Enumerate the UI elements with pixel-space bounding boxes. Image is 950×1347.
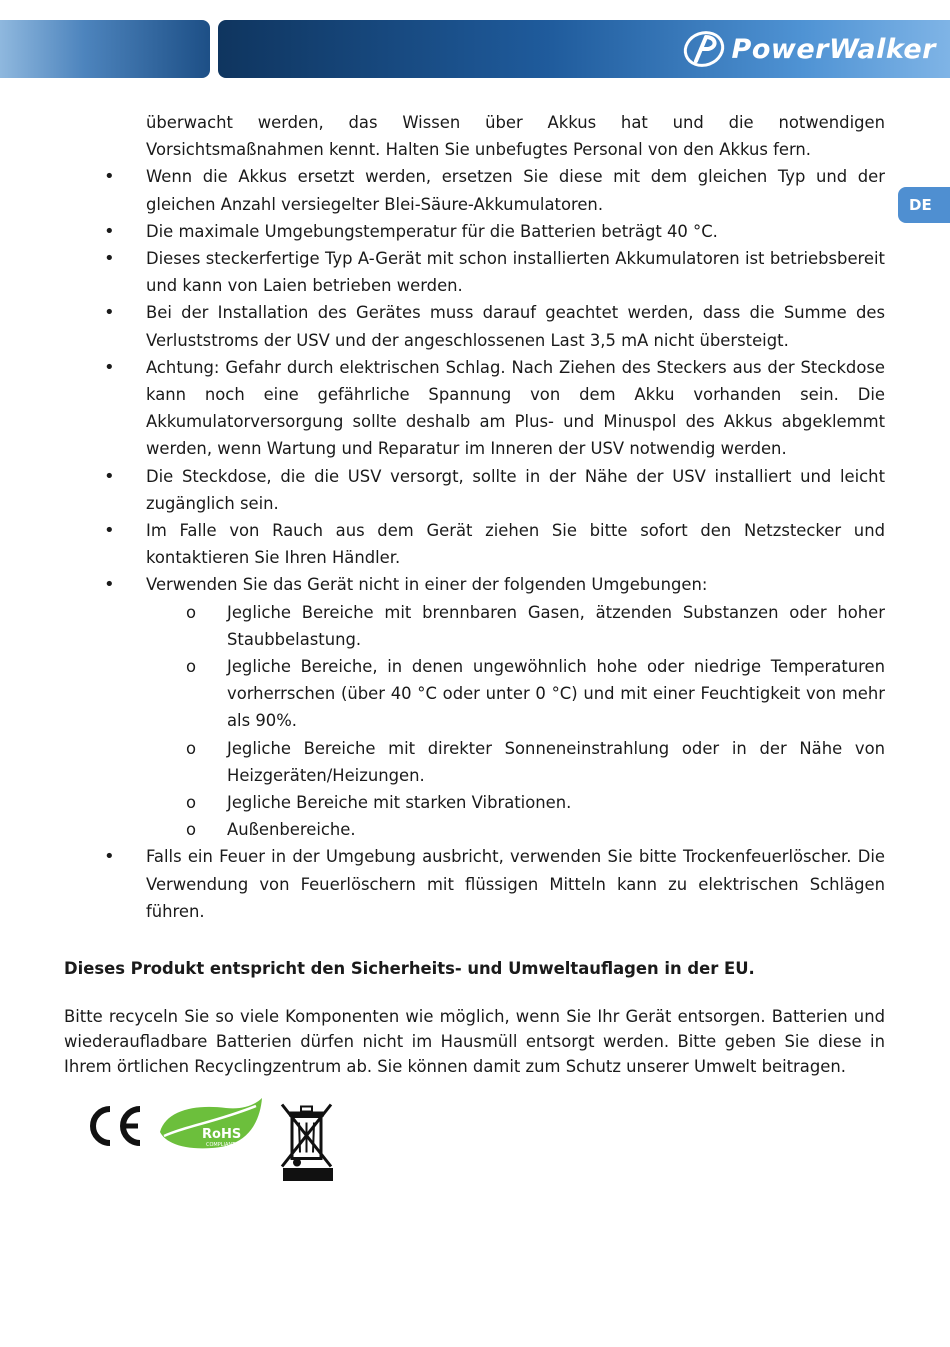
environment-sub-list — [146, 599, 885, 844]
sub-list-item: o Jegliche Bereiche mit starken Vibrationen. — [146, 789, 885, 816]
recycling-paragraph: Bitte recyceln Sie so viele Komponenten wie möglich, wenn Sie Ihr Gerät entsorgen. Batterien und wiederaufladbare Batterien dürfen nicht im Hausmüll entsorgt werden. Bitte geben Sie diese in Ihrem örtlichen Recyclingzentrum ab. Sie können damit zum Schutz unserer Umwelt beitragen. — [64, 1007, 885, 1077]
sub-list-item: o Außenbereiche. — [146, 816, 885, 843]
bullet-item: • Verwenden Sie das Gerät nicht in einer der folgenden Umgebungen: o Jegliche Bereiche mit brennbaren Gasen, ätzenden Substanzen oder hoher Staubbelastung. o Jegliche Bereiche, in denen ungewöhnlich hohe oder niedrige Temperaturen vorherrschen (über 40 °C oder unter 0 °C) und mit einer Feuchtigkeit von mehr als 90%. o Jegliche Bereiche mit direkter Sonneneinstrahlung oder in der Nähe von Heizgeräten/Heizungen. o Jegliche Bereiche mit starken Vibrationen. o Außenbereiche. — [64, 571, 885, 843]
sub-list-item: o Jegliche Bereiche, in denen ungewöhnlich hohe oder niedrige Temperaturen vorherrschen (über 40 °C oder unter 0 °C) und mit einer Feuchtigkeit von mehr als 90%. — [146, 653, 885, 735]
bullet-item: • Die maximale Umgebungstemperatur für die Batterien beträgt 40 °C. — [64, 218, 885, 245]
bullet-item: • Wenn die Akkus ersetzt werden, ersetzen Sie diese mit dem gleichen Typ und der gleichen Anzahl versiegelter Blei-Säure-Akkumulatoren. — [64, 163, 885, 217]
bullet-dot-icon: • — [104, 520, 115, 542]
bullet-item: • Bei der Installation des Gerätes muss darauf geachtet werden, dass die Summe des Verluststroms der USV und der angeschlossenen Last 3,5 mA nicht übersteigt. — [64, 299, 885, 353]
circle-bullet-icon: o — [186, 793, 197, 813]
bullet-item: • Dieses steckerfertige Typ A-Gerät mit schon installierten Akkumulatoren ist betriebsbereit und kann von Laien betrieben werden. — [64, 245, 885, 299]
bullet-item: • Falls ein Feuer in der Umgebung ausbricht, verwenden Sie bitte Trockenfeuerlöscher. Die Verwendung von Feuerlöschern mit flüssigen Mitteln kann zu elektrischen Schlägen führen. — [64, 843, 885, 925]
bullet-dot-icon: • — [104, 574, 115, 596]
safety-bullet-list — [64, 109, 885, 925]
header-right-band — [218, 20, 950, 78]
bullet-dot-icon: • — [104, 166, 115, 188]
page-header — [0, 20, 950, 80]
sub-list-item: o Jegliche Bereiche mit brennbaren Gasen, ätzenden Substanzen oder hoher Staubbelastung. — [146, 599, 885, 653]
bullet-item: • Achtung: Gefahr durch elektrischen Schlag. Nach Ziehen des Steckers aus der Steckdose kann noch eine gefährliche Spannung von dem Akku vorhanden sein. Die Akkumulatorversorgung sollte deshalb am Plus- und Minuspol des Akkus abgeklemmt werden, wenn Wartung und Reparatur im Inneren der USV notwendig werden. — [64, 354, 885, 463]
bullet-dot-icon: • — [104, 356, 115, 378]
powerwalker-swirl-icon — [682, 29, 726, 69]
certification-logos — [84, 1093, 384, 1193]
circle-bullet-icon: o — [186, 820, 197, 840]
header-left-band — [0, 20, 210, 78]
rohs-label: RoHS — [202, 1127, 242, 1142]
circle-bullet-icon: o — [186, 657, 197, 677]
bullet-item: überwacht werden, das Wissen über Akkus hat und die notwendigen Vorsichtsmaßnahmen kennt. Halten Sie unbefugtes Personal von den Akkus fern. — [146, 113, 885, 160]
circle-bullet-icon: o — [186, 602, 197, 622]
bullet-dot-icon: • — [104, 465, 115, 487]
weee-bar — [283, 1168, 333, 1181]
rohs-sublabel: COMPLIANT — [206, 1142, 236, 1148]
eu-compliance-statement: Dieses Produkt entspricht den Sicherheits- und Umweltauflagen in der EU. — [64, 959, 755, 979]
bullet-dot-icon: • — [104, 302, 115, 324]
bullet-item: • Die Steckdose, die die USV versorgt, sollte in der Nähe der USV installiert und leicht zugänglich sein. — [64, 463, 885, 517]
language-tab[interactable]: DE — [898, 187, 950, 223]
bullet-item: • Im Falle von Rauch aus dem Gerät ziehen Sie bitte sofort den Netzstecker und kontaktieren Sie Ihren Händler. — [64, 517, 885, 571]
brand-logo — [682, 29, 936, 69]
bullet-dot-icon: • — [104, 220, 115, 242]
bullet-dot-icon: • — [104, 248, 115, 270]
brand-name: PowerWalker — [731, 33, 936, 65]
rohs-leaf-icon — [156, 1096, 266, 1152]
circle-bullet-icon: o — [186, 738, 197, 758]
sub-list-item: o Jegliche Bereiche mit direkter Sonneneinstrahlung oder in der Nähe von Heizgeräten/Heizungen. — [146, 735, 885, 789]
document-body — [64, 109, 885, 1079]
ce-mark-icon — [84, 1103, 144, 1149]
bullet-dot-icon: • — [104, 846, 115, 868]
